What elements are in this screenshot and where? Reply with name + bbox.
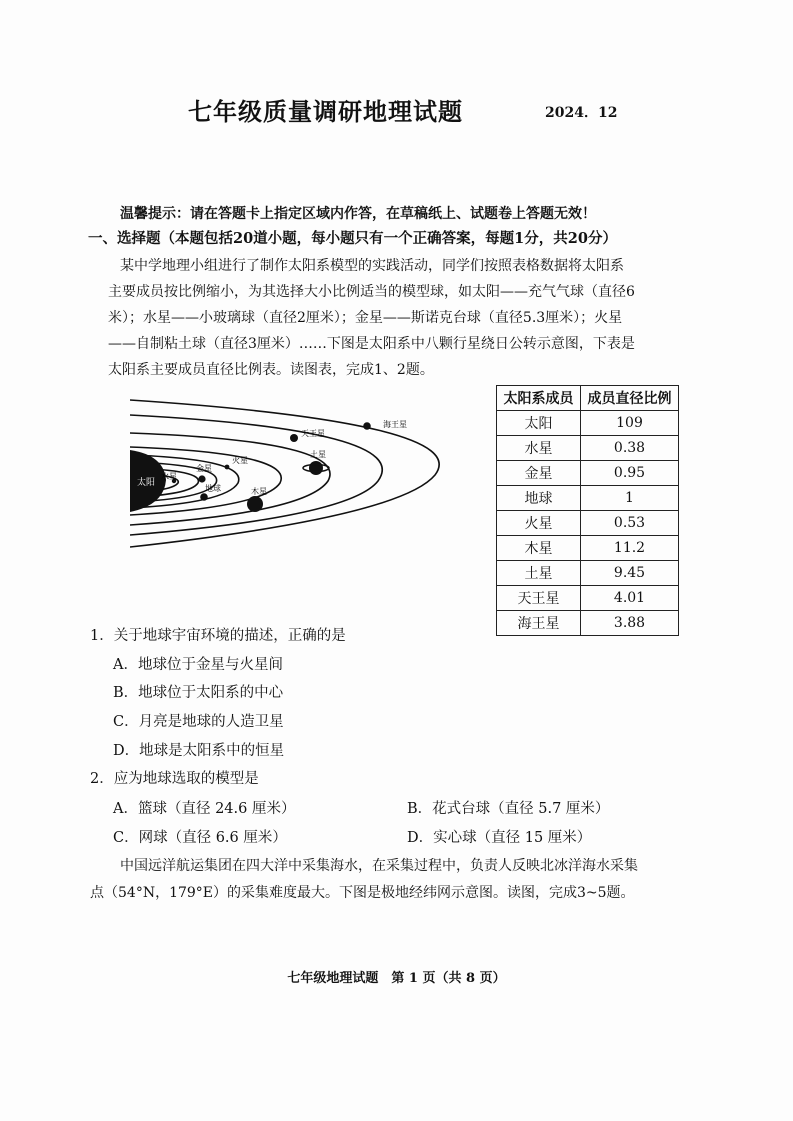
table-row xyxy=(497,511,679,536)
table-row xyxy=(497,436,679,461)
table-cell-member: 海王星 xyxy=(497,611,581,636)
table-cell-ratio: 0.38 xyxy=(581,436,679,461)
intro-line-4: ——自制粘土球（直径3厘米）……下图是太阳系中八颗行星绕日公转示意图，下表是 xyxy=(108,336,635,352)
venus-label: 金星 xyxy=(196,464,212,473)
earth-label: 地球 xyxy=(205,484,221,493)
table-cell-member: 木星 xyxy=(497,536,581,561)
question-2-option-a: A．篮球（直径 24.6 厘米） xyxy=(113,801,296,817)
page-footer: 七年级地理试题 第 1 页（共 8 页） xyxy=(287,971,506,986)
question-1-option-d: D．地球是太阳系中的恒星 xyxy=(113,743,285,759)
table-cell-member: 天王星 xyxy=(497,586,581,611)
table-cell-ratio: 4.01 xyxy=(581,586,679,611)
table-cell-ratio: 0.53 xyxy=(581,511,679,536)
neptune-label: 海王星 xyxy=(383,420,407,429)
uranus-icon xyxy=(290,434,298,442)
table-header-member: 太阳系成员 xyxy=(497,386,581,411)
table-row xyxy=(497,411,679,436)
table-row xyxy=(497,536,679,561)
question-1-option-a: A．地球位于金星与火星间 xyxy=(113,657,283,673)
mars-label: 火星 xyxy=(232,456,248,465)
uranus-label: 天王星 xyxy=(301,429,325,438)
passage-2-line-1: 中国远洋航运集团在四大洋中采集海水，在采集过程中，负责人反映北冰洋海水采集 xyxy=(120,858,638,874)
section-heading: 一、选择题（本题包括20道小题，每小题只有一个正确答案，每题1分，共20分） xyxy=(88,230,617,247)
table-header-row xyxy=(497,386,679,411)
neptune-icon xyxy=(363,422,371,430)
question-2-option-b: B．花式台球（直径 5.7 厘米） xyxy=(407,801,610,817)
table-cell-ratio: 0.95 xyxy=(581,461,679,486)
question-2-option-d: D．实心球（直径 15 厘米） xyxy=(407,830,592,846)
intro-line-3: 米）；水星——小玻璃球（直径2厘米）；金星——斯诺克台球（直径5.3厘米）；火星 xyxy=(108,310,623,326)
table-cell-ratio: 109 xyxy=(581,411,679,436)
table-cell-member: 太阳 xyxy=(497,411,581,436)
jupiter-label: 木星 xyxy=(251,487,267,496)
table-cell-ratio: 3.88 xyxy=(581,611,679,636)
table-header-ratio: 成员直径比例 xyxy=(581,386,679,411)
table-cell-member: 金星 xyxy=(497,461,581,486)
table-cell-member: 水星 xyxy=(497,436,581,461)
solar-system-diagram xyxy=(130,395,460,555)
earth-icon xyxy=(200,493,208,501)
question-2-stem: 2．应为地球选取的模型是 xyxy=(90,771,259,787)
table-cell-ratio: 9.45 xyxy=(581,561,679,586)
table-cell-ratio: 1 xyxy=(581,486,679,511)
saturn-label: 土星 xyxy=(310,450,326,459)
table-cell-member: 土星 xyxy=(497,561,581,586)
question-1-stem: 1．关于地球宇宙环境的描述，正确的是 xyxy=(90,628,346,644)
table-row xyxy=(497,611,679,636)
question-1-option-b: B．地球位于太阳系的中心 xyxy=(113,685,284,701)
table-cell-ratio: 11.2 xyxy=(581,536,679,561)
diameter-ratio-table xyxy=(496,385,679,636)
sun-label: 太阳 xyxy=(137,478,156,488)
mercury-label: 水星 xyxy=(161,472,177,481)
question-2-option-c: C．网球（直径 6.6 厘米） xyxy=(113,830,287,846)
exam-date: 2024．12 xyxy=(545,105,618,121)
intro-line-2: 主要成员按比例缩小，为其选择大小比例适当的模型球，如太阳——充气气球（直径6 xyxy=(108,284,635,300)
page-title: 七年级质量调研地理试题 xyxy=(188,97,463,126)
jupiter-icon xyxy=(247,496,263,512)
table-cell-member: 地球 xyxy=(497,486,581,511)
question-1-option-c: C．月亮是地球的人造卫星 xyxy=(113,714,284,730)
intro-line-1: 某中学地理小组进行了制作太阳系模型的实践活动，同学们按照表格数据将太阳系 xyxy=(120,258,624,274)
venus-icon xyxy=(198,475,205,482)
mars-icon xyxy=(225,465,230,470)
table-row xyxy=(497,561,679,586)
intro-line-5: 太阳系主要成员直径比例表。读图表，完成1、2题。 xyxy=(108,362,434,378)
table-row xyxy=(497,586,679,611)
table-cell-member: 火星 xyxy=(497,511,581,536)
warm-tip: 温馨提示：请在答题卡上指定区域内作答，在草稿纸上、试题卷上答题无效！ xyxy=(120,206,596,222)
table-row xyxy=(497,486,679,511)
saturn-icon xyxy=(309,461,323,475)
table-row xyxy=(497,461,679,486)
passage-2-line-2: 点（54°N，179°E）的采集难度最大。下图是极地经纬网示意图。读图，完成3~5题。 xyxy=(90,885,635,901)
title-row xyxy=(0,92,793,132)
